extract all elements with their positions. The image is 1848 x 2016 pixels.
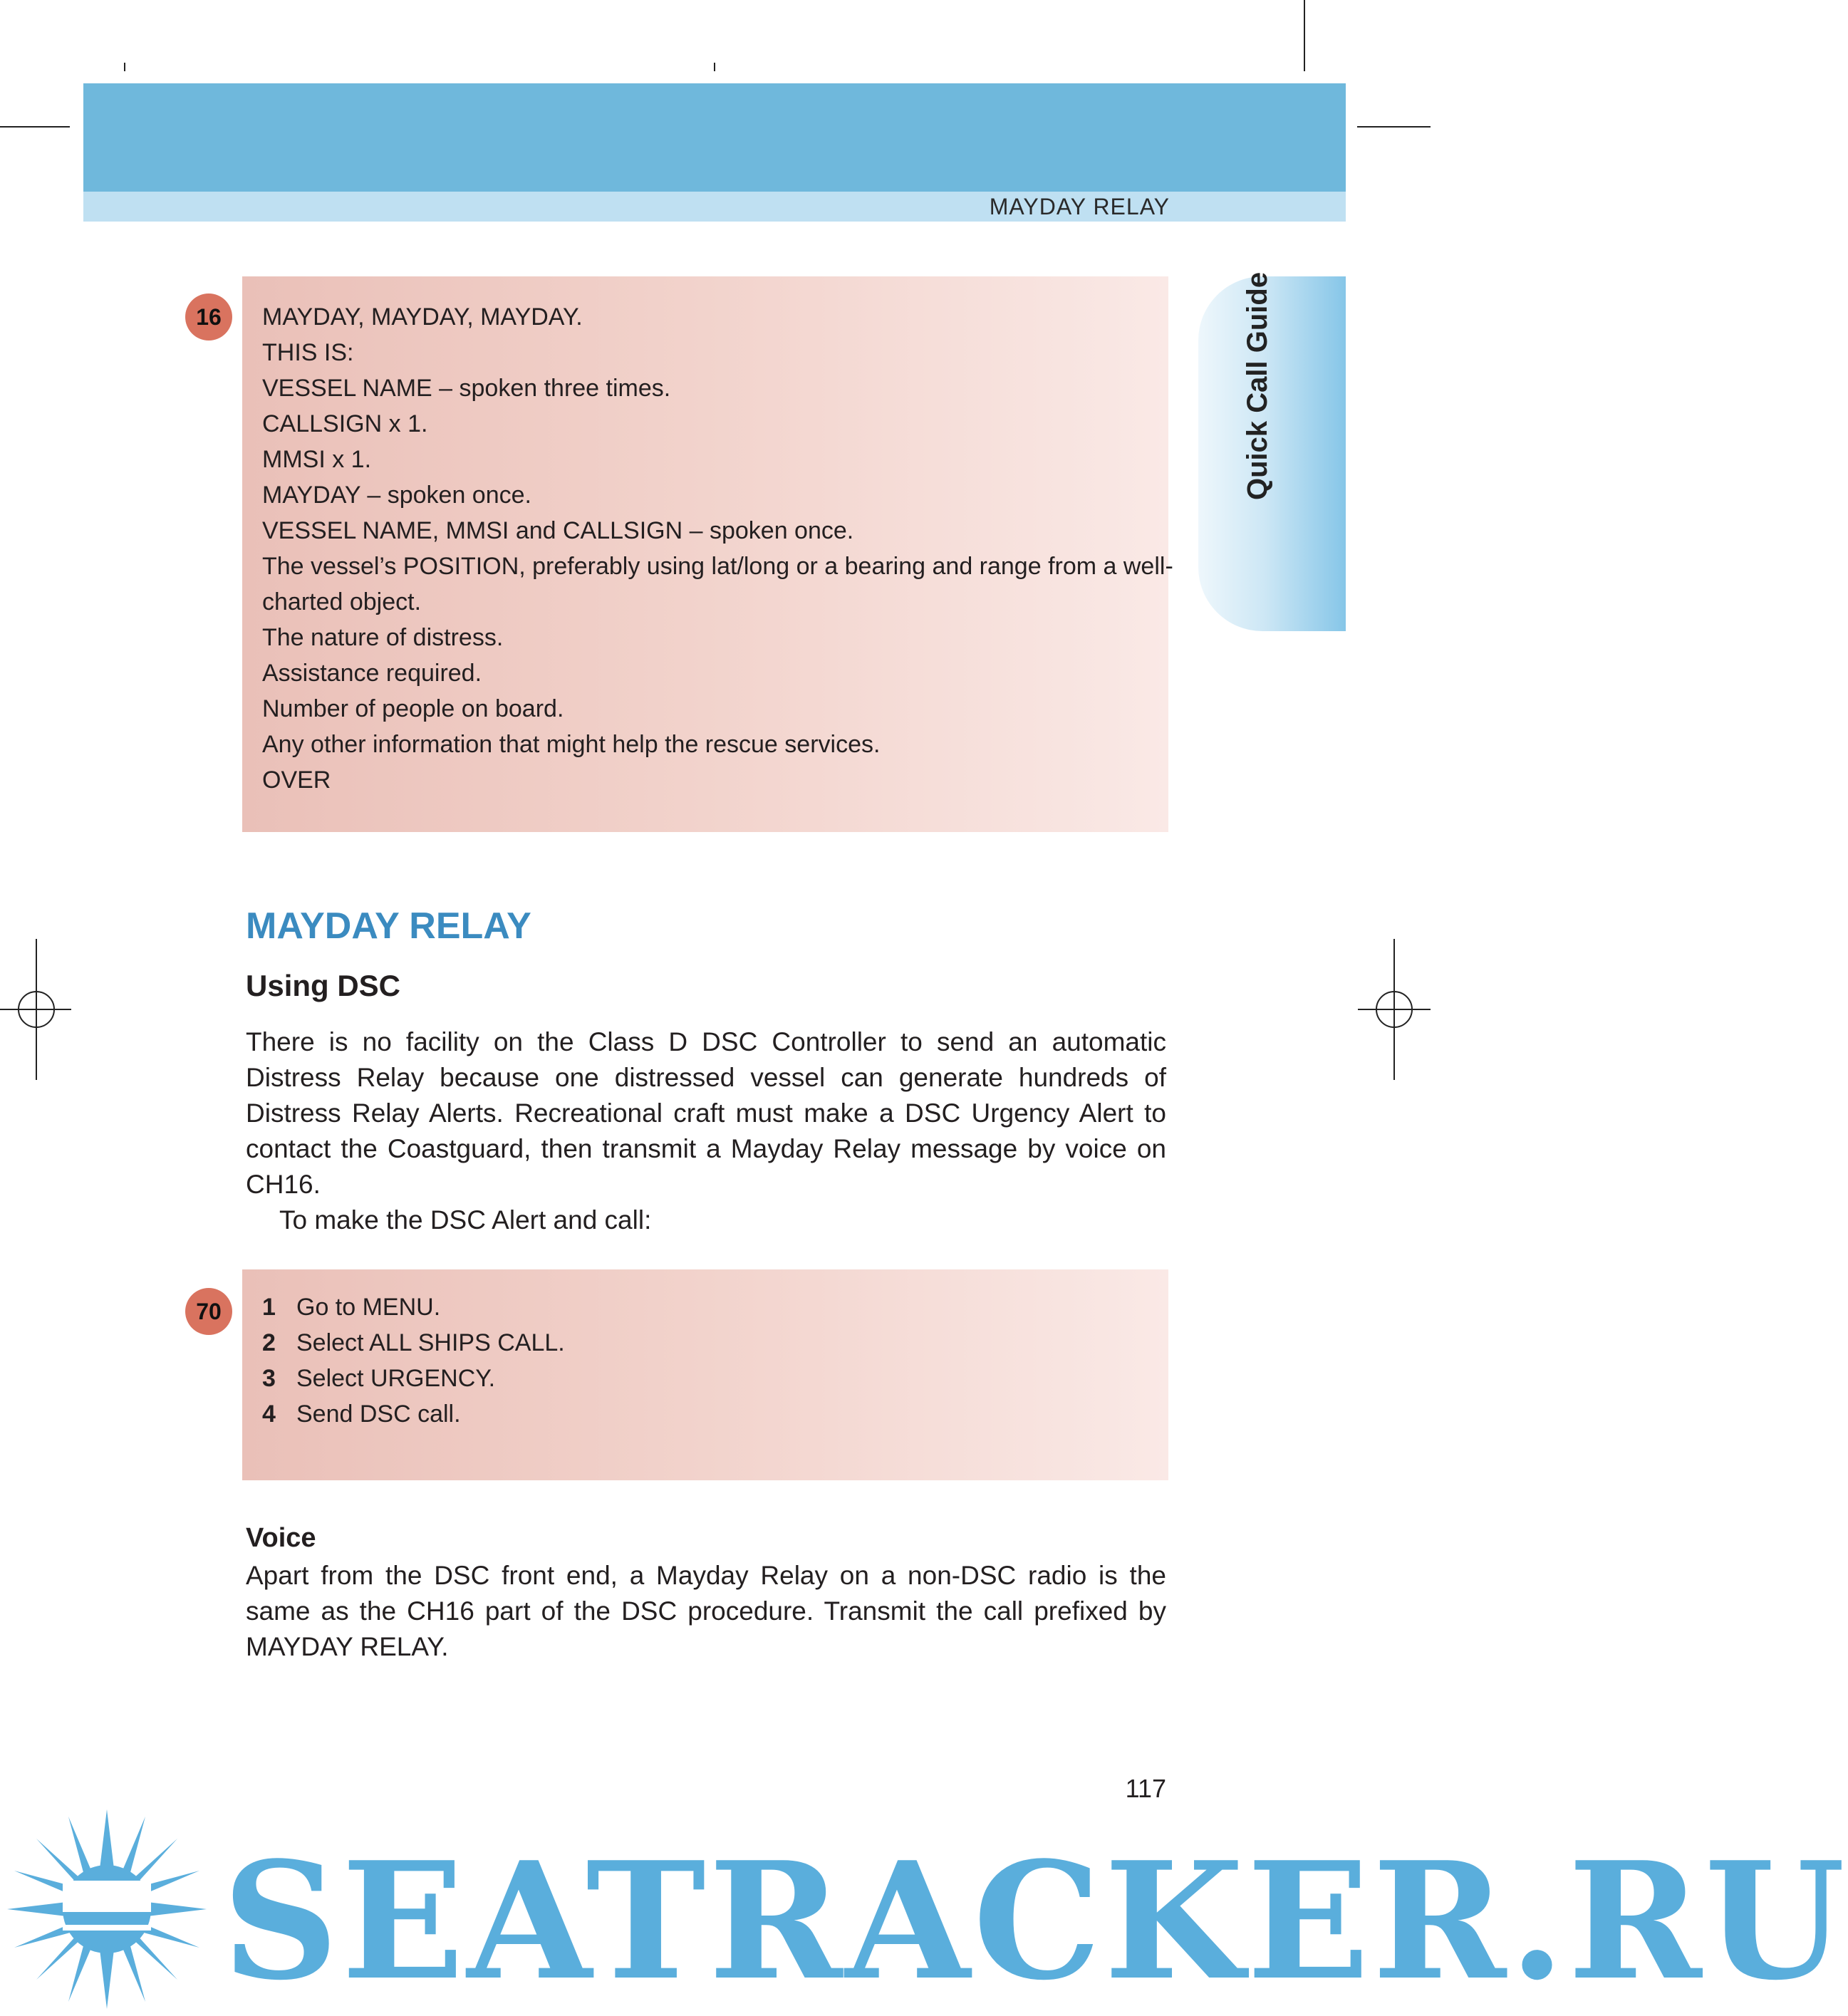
section-title: MAYDAY RELAY xyxy=(246,905,531,947)
call-line: VESSEL NAME, MMSI and CALLSIGN – spoken once. xyxy=(262,517,854,544)
header-band xyxy=(83,83,1346,192)
section-subtitle: Using DSC xyxy=(246,969,401,1002)
list-item xyxy=(262,1396,1117,1432)
list-item xyxy=(262,1289,1117,1325)
dsc-steps-list xyxy=(262,1289,1117,1432)
voice-paragraph: Apart from the DSC front end, a Mayday Relay on a non-DSC radio is the same as the CH16 part of the DSC procedure. Transmit the call prefixed by MAYDAY RELAY. xyxy=(246,1561,1166,1661)
call-line: Any other information that might help the rescue services. xyxy=(262,731,881,758)
call-line: MAYDAY – spoken once. xyxy=(262,482,531,509)
list-item xyxy=(262,1361,1117,1396)
step-badge: 16 xyxy=(185,293,232,341)
step-number: 1 xyxy=(262,1294,276,1321)
crop-mark xyxy=(124,63,125,71)
registration-circle xyxy=(18,991,55,1028)
call-line: VESSEL NAME – spoken three times. xyxy=(262,375,671,402)
call-line: MMSI x 1. xyxy=(262,446,372,473)
call-line: MAYDAY, MAYDAY, MAYDAY. xyxy=(262,303,583,331)
voice-heading: Voice xyxy=(246,1523,316,1553)
running-head: MAYDAY RELAY xyxy=(989,194,1170,219)
call-line: OVER xyxy=(262,767,331,794)
step-text: Go to MENU. xyxy=(296,1294,441,1321)
call-line: Assistance required. xyxy=(262,660,482,687)
step-number: 3 xyxy=(262,1365,276,1392)
call-line: Number of people on board. xyxy=(262,695,564,722)
call-line: The vessel’s POSITION, preferably using lat/long or a bearing and range from a well- xyxy=(262,553,1173,580)
call-line: CALLSIGN x 1. xyxy=(262,410,428,437)
step-number: 2 xyxy=(262,1329,276,1356)
step-text: Select ALL SHIPS CALL. xyxy=(296,1329,565,1356)
mayday-call-lines xyxy=(262,299,1173,798)
crop-mark xyxy=(714,63,715,71)
list-item xyxy=(262,1325,1117,1361)
watermark-text: SEATRACKER.RU xyxy=(222,1827,1848,2016)
sun-logo-icon xyxy=(0,1802,214,2016)
step-text: Send DSC call. xyxy=(296,1401,461,1428)
page-number: 117 xyxy=(1125,1774,1166,1803)
lead-in-text: To make the DSC Alert and call: xyxy=(279,1205,652,1235)
call-line: The nature of distress. xyxy=(262,624,504,651)
crop-mark xyxy=(0,126,70,128)
body-paragraph: There is no facility on the Class D DSC Controller to send an automatic Distress Relay because one distressed vessel can generate hundreds of Distress Relay Alerts. Recreational craft must make a DSC Urgency Alert to contact the Coastguard, then transmit a Mayday Relay message by voice on CH16. xyxy=(246,1027,1166,1199)
side-tab-label xyxy=(1240,407,1275,500)
step-text: Select URGENCY. xyxy=(296,1365,496,1392)
step-badge: 70 xyxy=(185,1288,232,1335)
registration-circle xyxy=(1376,991,1413,1028)
call-line: THIS IS: xyxy=(262,339,354,366)
step-number: 4 xyxy=(262,1401,276,1428)
crop-mark xyxy=(1304,0,1305,71)
crop-mark xyxy=(1357,126,1431,128)
call-line: charted object. xyxy=(262,588,422,615)
